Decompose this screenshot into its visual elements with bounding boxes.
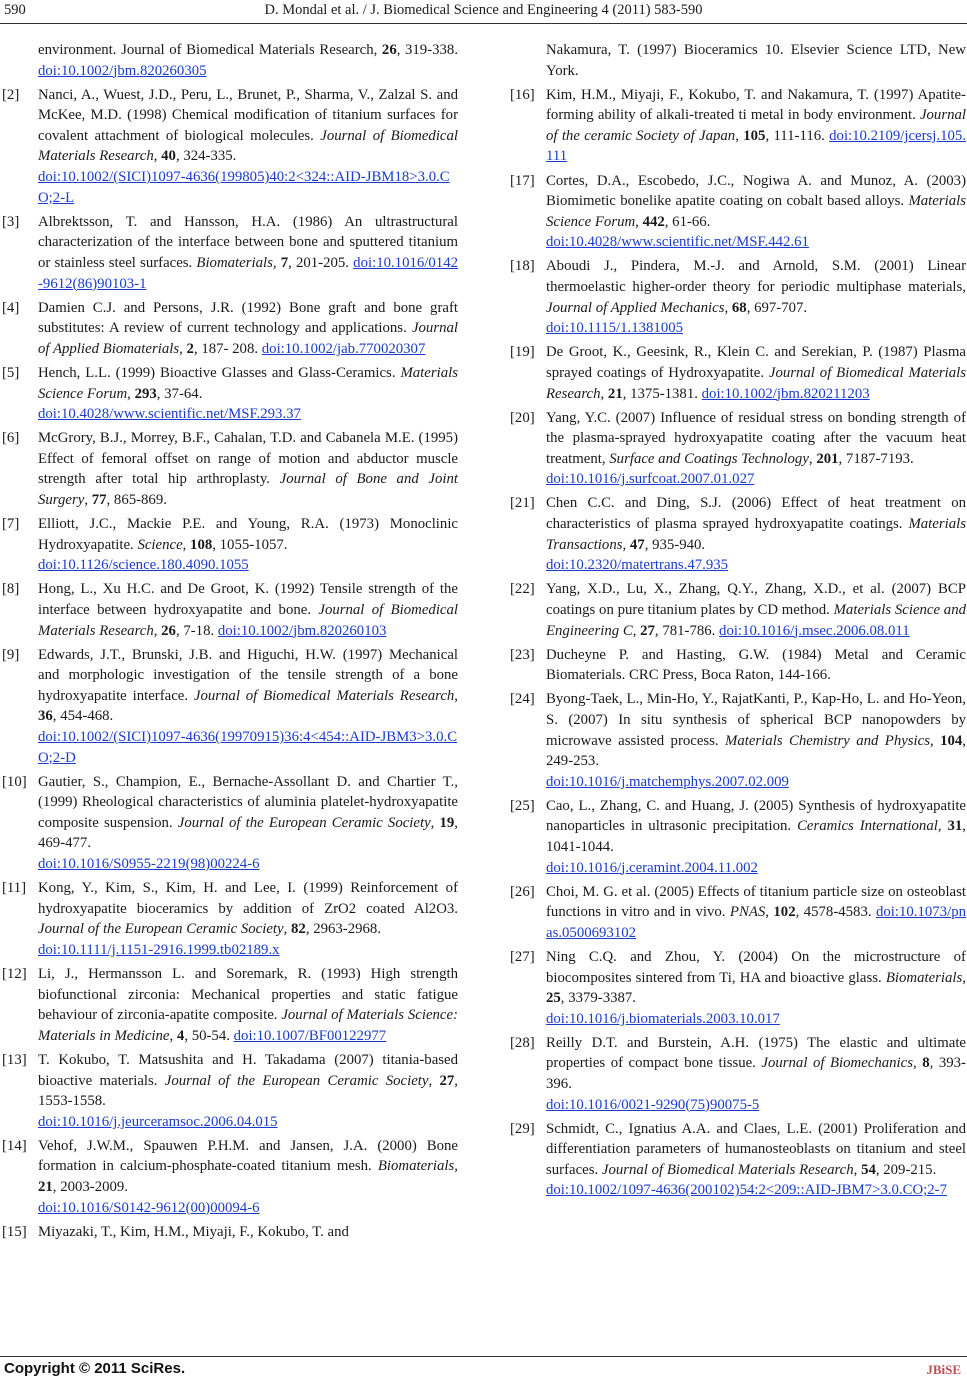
journal-name: Journal of the European Ceramic Society: [164, 1072, 429, 1089]
doi-link[interactable]: doi:10.1016/j.msec.2006.08.011: [719, 622, 910, 639]
pages: , 3379-3387.: [560, 990, 637, 1007]
reference-text: Choi, M. G. et al. (2005) Effects of titanium particle size on osteoblast functions in vitro and in vivo.: [546, 883, 966, 921]
reference-text: McGrory, B.J., Morrey, B.F., Cahalan, T.D. and Cabanela M.E. (1995) Effect of femoral offset on range of motion and abductor muscle strength after total hip arthroplasty.: [38, 430, 458, 488]
volume: 19: [439, 814, 455, 831]
doi-link[interactable]: doi:10.1073/pnas.0500693102: [546, 904, 966, 941]
volume: 26: [161, 622, 176, 639]
reference-text: Aboudi J., Pindera, M.-J. and Arnold, S.M. (2001) Linear thermoelastic higher-order theory for periodic multiphase materials,: [546, 258, 966, 296]
reference-entry: [9] Edwards, J.T., Brunski, J.B. and Higuchi, H.W. (1997) Mechanical and morphologic investigation of the tensile strength of a bone hydroxyapatite interface. Journal of Biomedical Materials Research, 36, 454-468. doi:10.1002/(SICI)1097-4636(19970915)36:4<454::AID-JBM3>3.0.CO;2-D: [38, 645, 458, 769]
right-column: [510, 40, 967, 1205]
reference-entry: [2, 1222, 458, 1243]
journal-name: Materials Science Forum: [546, 193, 966, 230]
journal-name: Biomaterials: [196, 254, 273, 271]
reference-text: Hong, L., Xu H.C. and De Groot, K. (1992) Tensile strength of the interface between hydroxyapatite and bone.: [38, 581, 458, 618]
reference-entry: [3] Albrektsson, T. and Hansson, H.A. (1986) An ultrastructural characterization of the interface between bone and sputtered titanium or stainless steel surfaces. Biomaterials, 7, 201-205. doi:10.1016/0142-9612(86)90103-1: [2, 213, 458, 292]
volume: 31: [947, 818, 963, 835]
reference-number: [29]: [510, 1120, 535, 1137]
pages: , 781-786.: [654, 622, 720, 639]
volume: 8: [922, 1055, 930, 1072]
reference-number: [28]: [510, 1034, 535, 1051]
doi-link[interactable]: doi:10.1002/jbm.820211203: [701, 385, 870, 402]
reference-text: Nanci, A., Wuest, J.D., Peru, L., Brunet, P., Sharma, V., Zalzal S. and McKee, M.D. (1998) Chemical modification of titanium surfaces for covalent attachment of biological molecules.: [38, 86, 458, 144]
pages: , 187- 208.: [193, 340, 262, 357]
doi-link[interactable]: doi:10.1016/j.ceramint.2004.11.002: [546, 859, 758, 876]
reference-number: [5]: [2, 364, 20, 381]
reference-entry: [510, 645, 966, 686]
volume: 293: [134, 385, 157, 402]
reference-number: [24]: [510, 691, 535, 708]
pages: , 1041-1044.: [546, 818, 966, 855]
volume: 201: [816, 450, 839, 467]
doi-link[interactable]: doi:10.1002/jbm.820260305: [38, 62, 207, 79]
doi-link[interactable]: doi:10.1002/1097-4636(200102)54:2<209::AID-JBM7>3.0.CO;2-7: [546, 1182, 947, 1199]
reference-entry: [18] Aboudi J., Pindera, M.-J. and Arnold, S.M. (2001) Linear thermoelastic higher-order theory for periodic multiphase materials, Journal of Applied Mechanics, 68, 697-707. doi:10.1115/1.1381005: [546, 256, 966, 338]
journal-abbrev: JBiSE: [926, 1362, 961, 1377]
reference-number: [2]: [2, 86, 20, 103]
journal-name: Materials Transactions: [546, 516, 966, 553]
journal-name: Surface and Coatings Technology: [609, 450, 809, 467]
reference-number: [9]: [2, 646, 20, 663]
volume: 47: [629, 536, 645, 553]
doi-link[interactable]: doi:10.1016/0142-9612(86)90103-1: [38, 254, 458, 292]
left-column: [2, 40, 459, 1246]
journal-name: Journal of Bone and Joint Surgery: [38, 471, 458, 508]
doi-link[interactable]: doi:10.1002/(SICI)1097-4636(199805)40:2<324::AID-JBM18>3.0.CO;2-L: [38, 169, 450, 206]
pages: , 697-707.: [746, 299, 808, 316]
doi-link[interactable]: doi:10.1016/j.matchemphys.2007.02.009: [546, 773, 789, 790]
pages: , 201-205.: [288, 254, 354, 271]
doi-link[interactable]: doi:10.1016/j.biomaterials.2003.10.017: [546, 1010, 780, 1027]
pages: , 209-215.: [875, 1161, 937, 1178]
journal-name: Journal of the European Ceramic Society: [177, 814, 431, 831]
reference-entry: [13] T. Kokubo, T. Matsushita and H. Takadama (2007) titania-based bioactive materials. Journal of the European Ceramic Society, 27, 1553-1558. doi:10.1016/j.jeurceramsoc.2006.04.015: [38, 1050, 458, 1132]
reference-entry: [16] Kim, H.M., Miyaji, F., Kokubo, T. and Nakamura, T. (1997) Apatite-forming ability of alkali-treated ti metal in body environment. Journal of the ceramic Society of Japan, 105, 111-116. doi:10.2109/jcersj.105.111: [510, 86, 966, 165]
reference-text: Elliott, J.C., Mackie P.E. and Young, R.A. (1973) Monoclinic Hydroxyapatite.: [38, 516, 458, 553]
reference-entry: [8] Hong, L., Xu H.C. and De Groot, K. (1992) Tensile strength of the interface between hydroxyapatite and bone. Journal of Biomedical Materials Research, 26, 7-18. doi:10.1002/jbm.820260103: [2, 581, 459, 639]
reference-entry: [27] Ning C.Q. and Zhou, Y. (2004) On the microstructure of biocomposites sintered from Ti, HA and bioactive glass. Biomaterials, 25, 3379-3387. doi:10.1016/j.biomaterials.2003.10.017: [546, 947, 966, 1029]
reference-number: [26]: [510, 883, 535, 900]
journal-name: Journal of Biomedical Materials Research: [546, 364, 966, 402]
reference-text: Ducheyne P. and Hasting, G.W. (1984) Metal and Ceramic Biomaterials. CRC Press, Boca Raton, 144-166.: [546, 646, 966, 684]
reference-number: [14]: [2, 1137, 27, 1154]
doi-link[interactable]: doi:10.1002/(SICI)1097-4636(19970915)36:4<454::AID-JBM3>3.0.CO;2-D: [38, 729, 458, 766]
page-footer: [0, 1356, 967, 1382]
volume: 27: [640, 622, 655, 639]
reference-entry: [25] Cao, L., Zhang, C. and Huang, J. (2005) Synthesis of hydroxyapatite nanoparticles in ultrasonic precipitation. Ceramics International, 31, 1041-1044. doi:10.1016/j.ceramint.2004.11.002: [546, 796, 966, 878]
volume: 442: [642, 213, 665, 230]
volume: 82: [291, 921, 306, 938]
reference-text: Albrektsson, T. and Hansson, H.A. (1986) An ultrastructural characterization of the interface between bone and sputtered titanium or stainless steel surfaces.: [38, 213, 458, 271]
reference-text: Byong-Taek, L., Min-Ho, Y., RajatKanti, P., Kap-Ho, L. and Ho-Yeon, S. (2007) In situ synthesis of spherical BCP nanopowders by microwave assisted process.: [546, 691, 966, 749]
reference-entry: [19] De Groot, K., Geesink, R., Klein C. and Serekian, P. (1987) Plasma sprayed coatings of Hydroxyapatite. Journal of Biomedical Materials Research, 21, 1375-1381. doi:10.1002/jbm.820211203: [510, 344, 966, 402]
pages: , 324-335.: [175, 148, 237, 165]
journal-name: Journal of Applied Mechanics: [546, 299, 725, 316]
reference-text: Schmidt, C., Ignatius A.A. and Claes, L.E. (2001) Proliferation and differentiation parameters of humanosteoblasts on titanium and steel surfaces.: [546, 1120, 966, 1178]
doi-link[interactable]: doi:10.1016/S0142-9612(00)00094-6: [38, 1199, 260, 1216]
reference-entry: [17] Cortes, D.A., Escobedo, J.C., Nogiwa A. and Munoz, A. (2003) Biomimetic bonelike apatite coating on cobalt based alloys. Materials Science Forum, 442, 61-66. doi:10.4028/www.scientific.net/MSF.442.61: [546, 171, 966, 253]
reference-text: Kim, H.M., Miyaji, F., Kokubo, T. and Nakamura, T. (1997) Apatite-forming ability of alkali-treated ti metal in body environment.: [546, 86, 966, 124]
volume: 77: [91, 491, 107, 508]
reference-number: [13]: [2, 1051, 27, 1068]
pages: , 111-116.: [765, 127, 830, 144]
volume: 54: [861, 1161, 876, 1178]
volume: 27: [439, 1072, 455, 1089]
pages: , 2003-2009.: [52, 1178, 129, 1195]
reference-entry: [4] Damien C.J. and Persons, J.R. (1992) Bone graft and bone graft substitutes: A review of current technology and applications. Journal of Applied Biomaterials, 2, 187- 208. doi:10.1002/jab.770020307: [2, 299, 458, 357]
volume: 21: [38, 1178, 53, 1195]
reference-text: Ning C.Q. and Zhou, Y. (2004) On the microstructure of biocomposites sintered from Ti, HA and bioactive glass.: [546, 948, 966, 986]
volume: 102: [773, 904, 796, 921]
page-number: 590: [4, 2, 26, 18]
reference-number: [25]: [510, 797, 535, 814]
pages: , 935-940.: [644, 536, 706, 553]
reference-entry: [12] Li, J., Hermansson L. and Soremark, R. (1993) High strength biofunctional zirconia: Mechanical properties and static fatigue behaviour of zirconia-apatite composite. Journal of Materials Science: Materials in Medicine, 4, 50-54. doi:10.1007/BF00122977: [2, 966, 458, 1044]
doi-link[interactable]: doi:10.1002/jbm.820260103: [217, 622, 387, 639]
journal-name: Journal of Materials Science: Materials in Medicine: [38, 1007, 458, 1044]
reference-entry: [28] Reilly D.T. and Burstein, A.H. (1975) The elastic and ultimate properties of compact bone tissue. Journal of Biomechanics, 8, 393-396. doi:10.1016/0021-9290(75)90075-5: [546, 1033, 966, 1115]
journal-name: Journal of Biomechanics: [761, 1055, 913, 1072]
reference-number: [12]: [2, 966, 27, 983]
reference-entry: [21] Chen C.C. and Ding, S.J. (2006) Effect of heat treatment on characteristics of plasma sprayed hydroxyapatite coatings. Materials Transactions, 47, 935-940. doi:10.2320/matertrans.47.935: [546, 493, 966, 575]
reference-entry: [29] Schmidt, C., Ignatius A.A. and Claes, L.E. (2001) Proliferation and differentiation parameters of humanosteoblasts on titanium and steel surfaces. Journal of Biomedical Materials Research, 54, 209-215. doi:10.1002/1097-4636(200102)54:2<209::AID-JBM7>3.0.CO;2-7: [546, 1119, 966, 1201]
volume: 68: [731, 299, 747, 316]
volume: 4: [176, 1027, 185, 1044]
reference-text: Yang, X.D., Lu, X., Zhang, Q.Y., Zhang, X.D., et al. (2007) BCP coatings on pure titanium plates by CD method.: [546, 581, 966, 618]
pages: , 4578-4583.: [795, 904, 876, 921]
journal-name: Journal of Biomedical Materials Research: [601, 1161, 854, 1178]
doi-link[interactable]: doi:10.1111/j.1151-2916.1999.tb02189.x: [38, 941, 280, 958]
volume: 36: [38, 708, 53, 725]
pages: , 1375-1381.: [622, 385, 702, 402]
reference-number: [16]: [510, 86, 535, 103]
volume: 108: [190, 536, 213, 553]
doi-link[interactable]: doi:10.1016/S0955-2219(98)00224-6: [38, 856, 260, 873]
doi-link[interactable]: doi:10.1016/0021-9290(75)90075-5: [546, 1096, 760, 1113]
reference-text: Li, J., Hermansson L. and Soremark, R. (1993) High strength biofunctional zirconia: Mechanical properties and static fatigue behaviour of zirconia-apatite composite.: [38, 966, 458, 1024]
doi-link[interactable]: doi:10.4028/www.scientific.net/MSF.293.37: [38, 406, 301, 423]
journal-name: Journal of Applied Biomaterials: [38, 320, 458, 357]
reference-number: [11]: [2, 880, 27, 897]
doi-link[interactable]: doi:10.1007/BF00122977: [233, 1027, 387, 1044]
pages: , 61-66.: [664, 213, 711, 230]
reference-number: [22]: [510, 581, 535, 598]
doi-link[interactable]: doi:10.1002/jab.770020307: [261, 340, 426, 357]
reference-number: [21]: [510, 495, 535, 512]
reference-number: [23]: [510, 646, 535, 663]
volume: 104: [940, 732, 963, 749]
reference-text: Chen C.C. and Ding, S.J. (2006) Effect of heat treatment on characteristics of plasma sprayed hydroxyapatite coatings.: [546, 495, 966, 533]
doi-link[interactable]: doi:10.2109/jcersj.105.111: [546, 127, 966, 165]
page-header: [0, 0, 967, 26]
reference-entry: [10] Gautier, S., Champion, E., Bernache-Assollant D. and Chartier T., (1999) Rheological characteristics of aluminia platelet-hydroxyapatite composite suspension. Journal of the European Ceramic Society, 19, 469-477. doi:10.1016/S0955-2219(98)00224-6: [38, 772, 458, 875]
volume: 40: [161, 148, 176, 165]
reference-text: Vehof, J.W.M., Spauwen P.H.M. and Jansen, J.A. (2000) Bone formation in calcium-phosphate-coated titanium mesh.: [38, 1137, 458, 1175]
reference-number: [20]: [510, 409, 535, 426]
pages: , 7187-7193.: [838, 450, 914, 467]
pages: , 865-869.: [106, 491, 167, 508]
journal-name: Journal of Biomedical Materials Research: [38, 601, 459, 639]
journal-name: Journal of the European Ceramic Society: [38, 921, 284, 938]
pages: , 469-477.: [38, 814, 458, 852]
reference-text: Cao, L., Zhang, C. and Huang, J. (2005) Synthesis of hydroxyapatite nanoparticles in ultrasonic precipitation.: [546, 797, 966, 835]
reference-number: [3]: [2, 213, 20, 230]
reference-text: Gautier, S., Champion, E., Bernache-Assollant D. and Chartier T., (1999) Rheological characteristics of aluminia platelet-hydroxyapatite composite suspension.: [38, 773, 458, 831]
volume: 7: [280, 254, 289, 271]
copyright: Copyright © 2011 SciRes.: [4, 1360, 186, 1377]
volume: 105: [743, 127, 766, 144]
pages: , 37-64.: [156, 385, 203, 402]
reference-text: De Groot, K., Geesink, R., Klein C. and Serekian, P. (1987) Plasma sprayed coatings of Hydroxyapatite.: [546, 344, 966, 381]
doi-link[interactable]: doi:10.4028/www.scientific.net/MSF.442.61: [546, 234, 809, 251]
reference-text: T. Kokubo, T. Matsushita and H. Takadama (2007) titania-based bioactive materials.: [38, 1051, 458, 1089]
journal-name: Materials Science Forum: [38, 364, 458, 402]
reference-number: [15]: [2, 1223, 27, 1240]
volume: 25: [546, 990, 561, 1007]
reference-number: [17]: [510, 172, 535, 189]
reference-entry: [26] Choi, M. G. et al. (2005) Effects of titanium particle size on osteoblast functions in vitro and in vivo. PNAS, 102, 4578-4583. doi:10.1073/pnas.0500693102: [510, 883, 966, 941]
running-title: D. Mondal et al. / J. Biomedical Science and Engineering 4 (2011) 583-590: [264, 2, 703, 18]
reference-continuation: environment. Journal of Biomedical Materials Research, 26, 319-338. doi:10.1002/jbm.820260305: [38, 42, 459, 79]
journal-name: Journal of the ceramic Society of Japan: [546, 107, 966, 144]
reference-number: [10]: [2, 773, 27, 790]
journal-name: Journal of Biomedical Materials Research: [193, 687, 455, 704]
doi-link[interactable]: doi:10.1016/j.jeurceramsoc.2006.04.015: [38, 1113, 278, 1130]
reference-entry: [20] Yang, Y.C. (2007) Influence of residual stress on bonding strength of the plasma-sprayed hydroxyapatite coating after the vacuum heat treatment, Surface and Coatings Technology, 201, 7187-7193. doi:10.1016/j.surfcoat.2007.01.027: [546, 408, 966, 490]
journal-name: Ceramics International: [797, 818, 938, 835]
doi-link[interactable]: doi:10.2320/matertrans.47.935: [546, 557, 729, 574]
reference-entry: [7] Elliott, J.C., Mackie P.E. and Young, R.A. (1973) Monoclinic Hydroxyapatite. Science, 108, 1055-1057. doi:10.1126/science.180.4090.1055: [38, 514, 458, 576]
doi-link[interactable]: doi:10.1016/j.surfcoat.2007.01.027: [546, 471, 755, 488]
reference-number: [18]: [510, 258, 535, 275]
reference-text: Reilly D.T. and Burstein, A.H. (1975) The elastic and ultimate properties of compact bone tissue.: [546, 1034, 966, 1072]
reference-text: Damien C.J. and Persons, J.R. (1992) Bone graft and bone graft substitutes: A review of current technology and applications.: [38, 299, 458, 337]
reference-continuation: Nakamura, T. (1997) Bioceramics 10. Elsevier Science LTD, New York.: [546, 42, 966, 79]
pages: , 50-54.: [184, 1027, 234, 1044]
pages: , 2963-2968.: [305, 921, 382, 938]
journal-name: Biomaterials: [885, 969, 963, 986]
journal-name: Materials Science and Engineering C: [546, 601, 967, 639]
reference-text: Hench, L.L. (1999) Bioactive Glasses and Glass-Ceramics.: [38, 364, 401, 381]
doi-link[interactable]: doi:10.1126/science.180.4090.1055: [38, 557, 249, 574]
pages: , 1553-1558.: [38, 1072, 458, 1110]
reference-number: [19]: [510, 344, 535, 361]
pages: , 249-253.: [546, 732, 966, 770]
journal-name: Materials Chemistry and Physics: [725, 732, 930, 749]
doi-link[interactable]: doi:10.1115/1.1381005: [546, 320, 684, 337]
reference-text: Cortes, D.A., Escobedo, J.C., Nogiwa A. and Munoz, A. (2003) Biomimetic bonelike apatite coating on cobalt based alloys.: [546, 172, 966, 210]
volume: 2: [186, 340, 194, 357]
reference-number: [4]: [2, 299, 20, 316]
reference-text: Miyazaki, T., Kim, H.M., Miyaji, F., Kokubo, T. and: [38, 1223, 349, 1240]
header-rule: [0, 23, 967, 24]
reference-text: Edwards, J.T., Brunski, J.B. and Higuchi, H.W. (1997) Mechanical and morphologic investigation of the tensile strength of a bone hydroxyapatite interface.: [38, 646, 458, 704]
reference-entry: [11] Kong, Y., Kim, S., Kim, H. and Lee, I. (1999) Reinforcement of hydroxyapatite bioceramics by addition of ZrO2 coated Al2O3. Journal of the European Ceramic Society, 82, 2963-2968. doi:10.1111/j.1151-2916.1999.tb02189.x: [38, 878, 458, 960]
journal-name: Journal of Biomedical Materials Research: [38, 127, 459, 165]
reference-number: [7]: [2, 516, 20, 533]
reference-entry: [14] Vehof, J.W.M., Spauwen P.H.M. and Jansen, J.A. (2000) Bone formation in calcium-phosphate-coated titanium mesh. Biomaterials, 21, 2003-2009. doi:10.1016/S0142-9612(00)00094-6: [38, 1136, 458, 1218]
reference-number: [8]: [2, 581, 20, 598]
journal-name: Science: [137, 536, 183, 553]
journal-name: Biomaterials: [377, 1158, 455, 1175]
reference-entry: [6] McGrory, B.J., Morrey, B.F., Cahalan, T.D. and Cabanela M.E. (1995) Effect of femoral offset on range of motion and abductor muscle strength after total hip arthroplasty. Journal of Bone and Joint Surgery, 77, 865-869.: [2, 430, 458, 508]
reference-text: Yang, Y.C. (2007) Influence of residual stress on bonding strength of the plasma-sprayed hydroxyapatite coating after the vacuum heat treatment,: [546, 409, 966, 467]
reference-entry: [24] Byong-Taek, L., Min-Ho, Y., RajatKanti, P., Kap-Ho, L. and Ho-Yeon, S. (2007) In situ synthesis of spherical BCP nanopowders by microwave assisted process. Materials Chemistry and Physics, 104, 249-253. doi:10.1016/j.matchemphys.2007.02.009: [546, 689, 966, 792]
reference-entry: [5] Hench, L.L. (1999) Bioactive Glasses and Glass-Ceramics. Materials Science Forum, 293, 37-64. doi:10.4028/www.scientific.net/MSF.293.37: [38, 363, 458, 425]
footer-rule: [0, 1356, 967, 1357]
pages: , 7-18.: [175, 622, 218, 639]
reference-entry: [22] Yang, X.D., Lu, X., Zhang, Q.Y., Zhang, X.D., et al. (2007) BCP coatings on pure titanium plates by CD method. Materials Science and Engineering C, 27, 781-786. doi:10.1016/j.msec.2006.08.011: [510, 581, 967, 639]
reference-text: Kong, Y., Kim, S., Kim, H. and Lee, I. (1999) Reinforcement of hydroxyapatite bioceramics by addition of ZrO2 coated Al2O3.: [38, 880, 458, 917]
reference-number: [6]: [2, 430, 20, 447]
reference-entry: [2] Nanci, A., Wuest, J.D., Peru, L., Brunet, P., Sharma, V., Zalzal S. and McKee, M.D. (1998) Chemical modification of titanium surfaces for covalent attachment of biological molecules. Journal of Biomedical Materials Research, 40, 324-335. doi:10.1002/(SICI)1097-4636(199805)40:2<324::AID-JBM18>3.0.CO;2-L: [38, 85, 458, 209]
pages: , 1055-1057.: [212, 536, 288, 553]
volume: 21: [607, 385, 623, 402]
reference-number: [27]: [510, 948, 535, 965]
journal-name: PNAS: [729, 904, 766, 921]
pages: , 454-468.: [52, 708, 114, 725]
pages: , 393-396.: [546, 1055, 966, 1092]
